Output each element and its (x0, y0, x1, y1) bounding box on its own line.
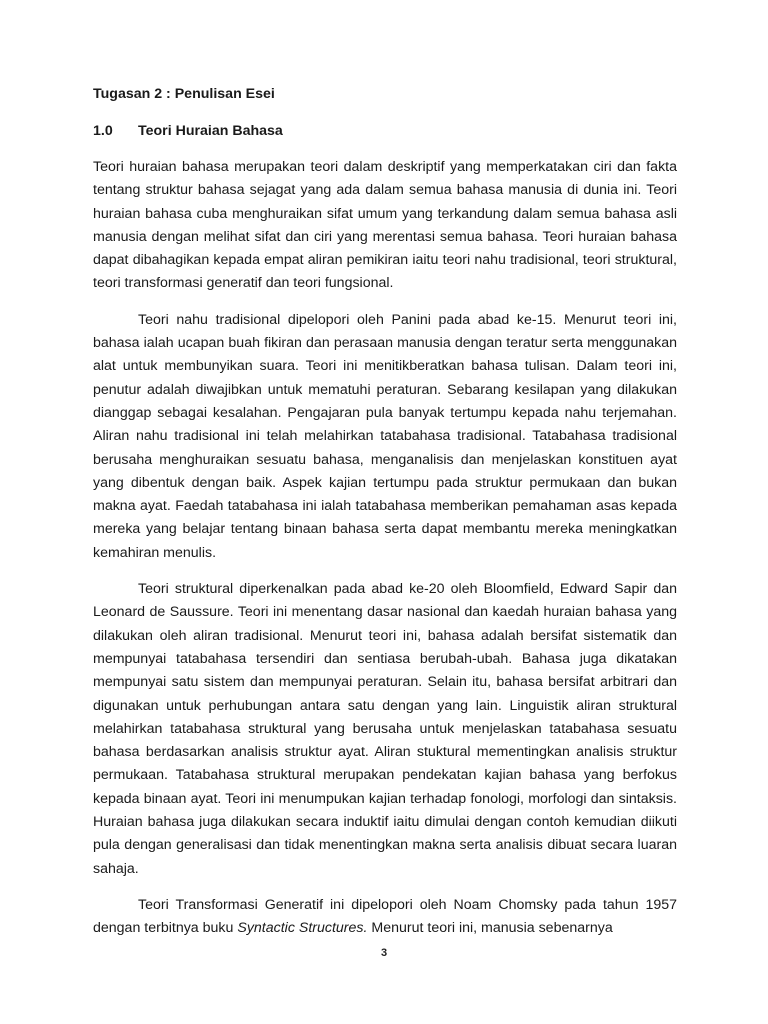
section-title: Teori Huraian Bahasa (138, 123, 283, 139)
page-number: 3 (380, 947, 388, 959)
paragraph-structural: Teori struktural diperkenalkan pada abad ke-20 oleh Bloomfield, Edward Sapir dan Leonard de Saussure. Teori ini menentang dasar nasional dan kaedah huraian bahasa yang dilakukan oleh aliran tradisional. Menurut teori ini, bahasa adalah bersifat sistematik dan mempunyai tatabahasa tersendiri dan sentiasa berubah-ubah. Bahasa juga dikatakan mempunyai satu sistem dan mempunyai peraturan. Selain itu, bahasa bersifat arbitrari dan digunakan untuk perhubungan antara satu dengan yang lain. Linguistik aliran struktural melahirkan tatabahasa struktural yang berusaha untuk menjelaskan tatabahasa sesuatu bahasa berdasarkan analisis struktur ayat. Aliran stuktural mementingkan analisis struktur permukaan. Tatabahasa struktural merupakan pendekatan kajian bahasa yang berfokus kepada binaan ayat. Teori ini menumpukan kajian terhadap fonologi, morfologi dan sintaksis. Huraian bahasa juga dilakukan secara induktif iaitu dimulai dengan contoh kemudian diikuti pula dengan generalisasi dan tidak menentingkan makna serta analisis dibuat secara luaran sahaja. (93, 581, 677, 877)
section-number: 1.0 (93, 123, 113, 139)
paragraph-traditional: Teori nahu tradisional dipelopori oleh Panini pada abad ke-15. Menurut teori ini, bahasa ialah ucapan buah fikiran dan perasaan manusia dengan teratur serta menggunakan alat untuk membunyikan suara. Teori ini menitikberatkan bahasa tulisan. Dalam teori ini, penutur adalah diwajibkan untuk mematuhi peraturan. Sebarang kesilapan yang dilakukan dianggap sebagai kesalahan. Pengajaran pula banyak tertumpu kepada nahu terjemahan. Aliran nahu tradisional ini telah melahirkan tatabahasa tradisional. Tatabahasa tradisional berusaha menghuraikan sesuatu bahasa, menganalisis dan menjelaskan konstituen ayat yang dibentuk dengan baik. Aspek kajian tertumpu pada struktur permukaan dan bukan makna ayat. Faedah tatabahasa ini ialah tatabahasa memberikan pemahaman asas kepada mereka yang belajar tentang binaan bahasa serta dapat membantu mereka meningkatkan kemahiran menulis. (93, 311, 677, 561)
paragraph-transformational (93, 894, 677, 941)
paragraph-text-after: Menurut teori ini, manusia sebenarnya (367, 920, 613, 937)
paragraph-text-before: Teori Transformasi Generatif ini dipelopori oleh Noam Chomsky pada tahun 1957 dengan terbitnya buku (93, 896, 677, 937)
paragraph-intro: Teori huraian bahasa merupakan teori dalam deskriptif yang memperkatakan ciri dan fakta tentang struktur bahasa sejagat yang ada dalam semua bahasa manusia di dunia ini. Teori huraian bahasa cuba menghuraikan sifat umum yang terkandung dalam semua bahasa asli manusia dengan melihat sifat dan ciri yang merentasi semua bahasa. Teori huraian bahasa dapat dibahagikan kepada empat aliran pemikiran iaitu teori nahu tradisional, teori struktural, teori transformasi generatif dan teori fungsional. (93, 159, 677, 292)
assignment-title: Tugasan 2 : Penulisan Esei (93, 86, 275, 102)
document-page (93, 84, 677, 954)
section-heading (93, 121, 677, 141)
book-title: Syntactic Structures. (237, 920, 368, 937)
